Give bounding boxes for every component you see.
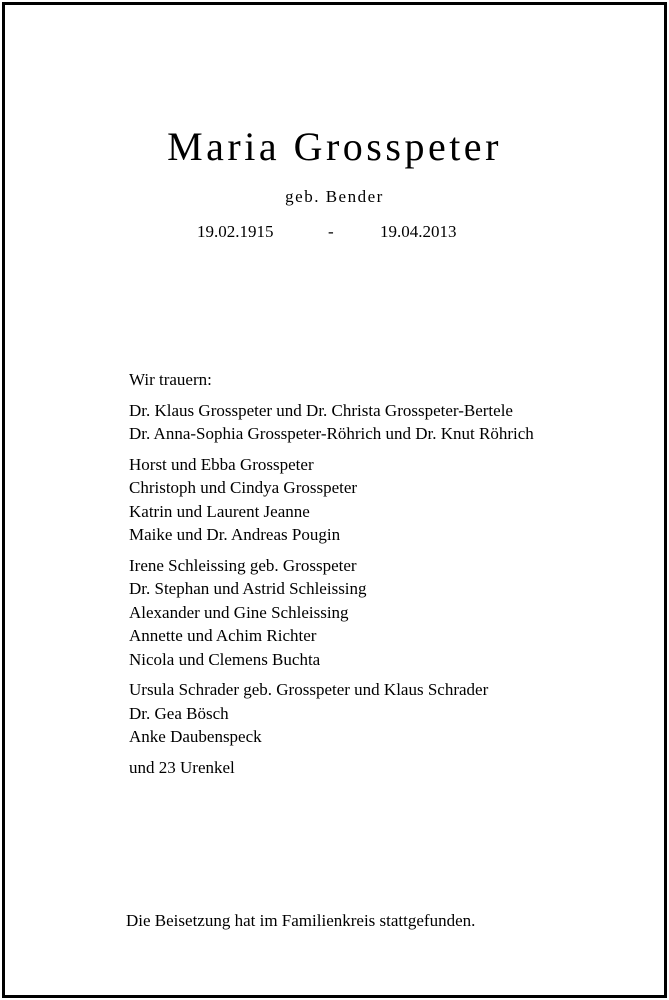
mourner-group [129, 453, 649, 547]
mourner-group [129, 554, 649, 672]
deceased-name: Maria Grosspeter [167, 124, 502, 169]
mourner-line: Dr. Anna-Sophia Grosspeter-Röhrich und Dr. Knut Röhrich [129, 424, 534, 443]
mourner-group [129, 678, 649, 749]
mourner-group [129, 756, 649, 780]
maiden-name: geb. Bender [285, 187, 384, 206]
mourner-line: Anke Daubenspeck [129, 727, 262, 746]
mourner-line: Dr. Stephan und Astrid Schleissing [129, 579, 367, 598]
obituary-frame [2, 2, 667, 998]
great-grandchildren-line: und 23 Urenkel [129, 757, 235, 777]
mourner-line: Dr. Gea Bösch [129, 703, 229, 723]
mourner-line: Maike und Dr. Andreas Pougin [129, 525, 341, 544]
mourner-group [129, 399, 649, 446]
burial-note: Die Beisetzung hat im Familienkreis stattgefunden. [126, 911, 476, 930]
death-date: 19.04.2013 [380, 222, 457, 241]
birth-date: 19.02.1915 [197, 222, 274, 241]
mourner-line: Alexander und Gine Schleissing [129, 602, 349, 622]
mourner-line: Irene Schleissing geb. Grosspeter [129, 555, 357, 575]
mourner-line: Horst und Ebba Grosspeter [129, 454, 314, 474]
mourner-line: Dr. Klaus Grosspeter und Dr. Christa Grosspeter-Bertele [129, 400, 513, 420]
date-separator: - [328, 222, 334, 241]
mourner-line: Ursula Schrader geb. Grosspeter und Klaus Schrader [129, 680, 489, 699]
mourner-line: Annette und Achim Richter [129, 626, 317, 645]
mourner-line: Katrin und Laurent Jeanne [129, 501, 310, 521]
mourning-intro: Wir trauern: [129, 370, 212, 389]
mourners-list [129, 368, 649, 786]
mourner-line: Nicola und Clemens Buchta [129, 649, 321, 669]
mourner-line: Christoph und Cindya Grosspeter [129, 478, 358, 497]
